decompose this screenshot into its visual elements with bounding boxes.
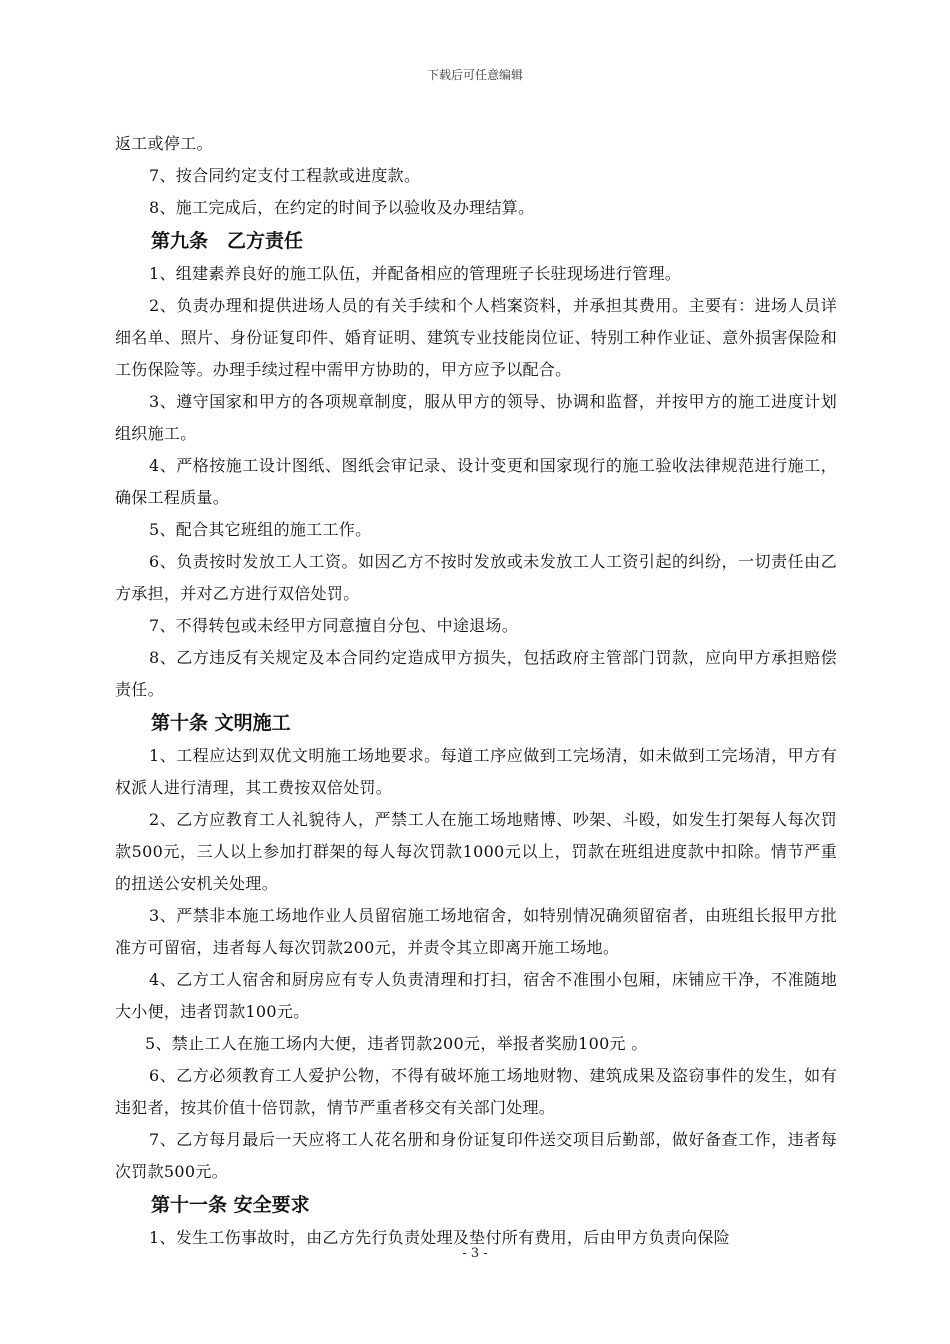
clause-10-item-2: 2、乙方应教育工人礼貌待人，严禁工人在施工场地赌博、吵架、斗殴，如发生打架每人每次罚款500元，三人以上参加打群架的每人每次罚款1000元以上，罚款在班组进度款中扣除。情节严重的扭送公安机关处理。: [115, 810, 837, 893]
clause-9-item-1: 1、组建素养良好的施工队伍，并配备相应的管理班子长驻现场进行管理。: [149, 264, 682, 283]
paragraph-continuation: 返工或停工。: [115, 134, 213, 153]
clause-9-item-3: 3、遵守国家和甲方的各项规章制度，服从甲方的领导、协调和监督，并按甲方的施工进度计划组织施工。: [115, 392, 837, 443]
clause-10-item-7: 7、乙方每月最后一天应将工人花名册和身份证复印件送交项目后勤部，做好备查工作，违者每次罚款500元。: [115, 1130, 837, 1181]
document-body: [115, 128, 837, 1254]
page-number: - 3 -: [462, 1246, 488, 1261]
clause-9-item-4: 4、严格按施工设计图纸、图纸会审记录、设计变更和国家现行的施工验收法律规范进行施工，确保工程质量。: [115, 456, 837, 507]
clause-9-item-7: 7、不得转包或未经甲方同意擅自分包、中途退场。: [149, 616, 519, 635]
clause-10-item-3: 3、严禁非本施工场地作业人员留宿施工场地宿舍，如特别情况确须留宿者，由班组长报甲方批准方可留宿，违者每人每次罚款200元，并责令其立即离开施工场地。: [115, 906, 837, 957]
clause-9-item-8: 8、乙方违反有关规定及本合同约定造成甲方损失，包括政府主管部门罚款，应向甲方承担赔偿责任。: [115, 648, 837, 699]
section-heading-article-9: 第九条 乙方责任: [151, 230, 304, 252]
section-heading-article-10: 第十条 文明施工: [151, 712, 291, 734]
clause-10-item-4: 4、乙方工人宿舍和厨房应有专人负责清理和打扫，宿舍不准围小包厢，床铺应干净，不准随地大小便，违者罚款100元。: [115, 970, 837, 1021]
section-heading-article-11: 第十一条 安全要求: [151, 1194, 310, 1216]
clause-8-item-7: 7、按合同约定支付工程款或进度款。: [149, 166, 421, 185]
clause-9-item-6: 6、负责按时发放工人工资。如因乙方不按时发放或未发放工人工资引起的纠纷，一切责任由乙方承担，并对乙方进行双倍处罚。: [115, 552, 837, 603]
page-header: 下载后可任意编辑: [426, 68, 523, 82]
clause-10-item-1: 1、工程应达到双优文明施工场地要求。每道工序应做到工完场清，如未做到工完场清，甲方有权派人进行清理，其工费按双倍处罚。: [115, 746, 837, 797]
clause-11-item-1: 1、发生工伤事故时，由乙方先行负责处理及垫付所有费用，后由甲方负责向保险: [149, 1228, 730, 1247]
clause-8-item-8: 8、施工完成后，在约定的时间予以验收及办理结算。: [149, 198, 535, 217]
clause-10-item-6: 6、乙方必须教育工人爱护公物，不得有破坏施工场地财物、建筑成果及盗窃事件的发生，如有违犯者，按其价值十倍罚款，情节严重者移交有关部门处理。: [115, 1066, 837, 1117]
clause-9-item-2: 2、负责办理和提供进场人员的有关手续和个人档案资料，并承担其费用。主要有：进场人员详细名单、照片、身份证复印件、婚育证明、建筑专业技能岗位证、特别工种作业证、意外损害保险和工伤保险等。办理手续过程中需甲方协助的，甲方应予以配合。: [115, 296, 837, 379]
clause-10-item-5: 5、禁止工人在施工场内大便，违者罚款200元，举报者奖励100元 。: [145, 1034, 648, 1053]
clause-9-item-5: 5、配合其它班组的施工工作。: [149, 520, 372, 539]
